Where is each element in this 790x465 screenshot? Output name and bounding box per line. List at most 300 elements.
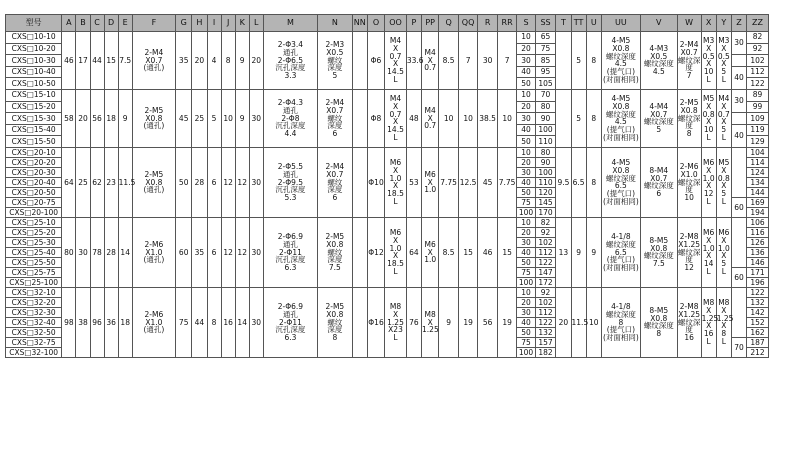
cell-a <box>62 217 76 287</box>
cell-model: CXS□25-10 <box>6 217 62 227</box>
cell-l-text: 30 <box>251 177 262 187</box>
cell-z <box>731 147 746 197</box>
cell-k-text: 9 <box>239 113 245 123</box>
cell-e-text: 7.5 <box>119 55 132 65</box>
header-cell-qq: QQ <box>458 15 478 32</box>
cell-x <box>701 287 719 357</box>
cell-qq <box>458 89 478 147</box>
cell-d <box>104 32 118 90</box>
cell-uu <box>601 217 640 287</box>
cell-oo-text: M4 X 0.7 X 14.5 L <box>387 35 404 85</box>
cell-model: CXS□32-10 <box>6 287 62 297</box>
cell-uu <box>601 32 640 90</box>
cell-b-text: 38 <box>78 317 88 327</box>
cell-zz: 102 <box>747 55 769 67</box>
cell-n-text: 2-M5 X0.8 螺纹 深度 8 <box>325 301 345 343</box>
header-cell-b: B <box>76 15 90 32</box>
cell-u-text: 8 <box>591 177 597 187</box>
cell-x <box>701 147 716 217</box>
cell-ss: 110 <box>535 177 556 187</box>
cell-f <box>132 217 175 287</box>
cell-l <box>249 89 263 147</box>
cell-o-text: Φ6 <box>370 55 382 65</box>
cell-ss: 70 <box>535 89 556 101</box>
cell-m-text: 2-Φ4.3 通孔 2-Φ8 沉孔深度 4.4 <box>275 97 306 139</box>
cell-x-text: M5 X 0.8 X 10 L <box>702 93 715 143</box>
cell-j <box>221 147 235 217</box>
cell-a-text: 46 <box>64 55 74 65</box>
cell-n-text: 2-M5 X0.8 螺纹 深度 7.5 <box>325 231 345 273</box>
cell-w-text: 2-M4 X0.7 螺纹深度 7 <box>677 39 701 81</box>
cell-w <box>677 89 701 147</box>
cell-model: CXS□20-40 <box>6 177 62 187</box>
cell-ss: 65 <box>535 32 556 44</box>
cell-a-text: 64 <box>64 177 74 187</box>
cell-model: CXS□15-10 <box>6 89 62 101</box>
cell-zz: 212 <box>747 347 769 357</box>
cell-u-text: 10 <box>589 317 599 327</box>
cell-ss: 92 <box>535 227 556 237</box>
cell-q-text: 7.75 <box>440 177 457 187</box>
cell-model: CXS□25-75 <box>6 267 62 277</box>
cell-qq-text: 12.5 <box>459 177 477 187</box>
cell-s: 10 <box>517 217 535 227</box>
cell-p <box>406 89 421 147</box>
cell-e-text: 18 <box>120 317 130 327</box>
cell-s: 20 <box>517 297 535 307</box>
cell-ss: 100 <box>535 124 556 136</box>
cell-zz: 187 <box>747 337 769 347</box>
cell-uu <box>601 287 640 357</box>
cell-nn <box>352 89 367 147</box>
cell-s: 30 <box>517 167 535 177</box>
cell-i <box>207 147 221 217</box>
cell-a <box>62 287 76 357</box>
cell-qq <box>458 287 478 357</box>
cell-z <box>731 287 746 337</box>
cell-model: CXS□10-10 <box>6 32 62 44</box>
cell-ss: 90 <box>535 157 556 167</box>
cell-zz: 99 <box>747 101 769 113</box>
cell-i-text: 4 <box>211 55 217 65</box>
header-cell-o: O <box>367 15 384 32</box>
cell-zz: 162 <box>747 327 769 337</box>
cell-pp-text: M4 X 0.7 <box>424 105 437 131</box>
cell-v-text: 8-M4 X0.7 螺纹深度 6 <box>643 165 674 199</box>
header-cell-t: T <box>556 15 571 32</box>
cell-rr-text: 19 <box>502 317 512 327</box>
cell-zz: 146 <box>747 257 769 267</box>
cell-y-text: M5 X 0.8 X 5 L <box>717 157 730 207</box>
cell-b <box>76 147 90 217</box>
cell-z <box>731 55 746 67</box>
cell-model: CXS□20-20 <box>6 157 62 167</box>
cell-i <box>207 32 221 90</box>
cell-nn <box>352 287 367 357</box>
cell-k <box>235 217 249 287</box>
cell-model: CXS□20-10 <box>6 147 62 157</box>
cell-tt <box>571 89 586 147</box>
cell-z: 30 <box>731 89 746 112</box>
cell-zz: 104 <box>747 147 769 157</box>
cell-n <box>318 32 353 90</box>
cell-oo-text: M8 X 1.25 X23 L <box>387 301 404 343</box>
cell-p-text: 33.6 <box>406 55 424 65</box>
cell-zz: 142 <box>747 307 769 317</box>
cell-a-text: 58 <box>64 113 74 123</box>
cell-x-text: M6 X 1.0 X 12 L <box>702 157 715 207</box>
cell-nn <box>352 32 367 90</box>
cell-model: CXS□32-100 <box>6 347 62 357</box>
header-cell-l: L <box>249 15 263 32</box>
cell-t <box>556 287 571 357</box>
cell-ss: 145 <box>535 197 556 207</box>
cell-pp <box>422 32 439 90</box>
cell-w-text: 2-M5 X0.8 螺纹深度 8 <box>677 97 701 139</box>
cell-k <box>235 147 249 217</box>
cell-pp-text: M8 X 1.25 <box>422 309 439 335</box>
cell-uu-text: 4-M5 X0.8 螺纹深度 6.5 (提气口) (对面相同) <box>602 157 639 207</box>
cell-k-text: 12 <box>237 247 247 257</box>
cell-ss: 120 <box>535 187 556 197</box>
cell-v <box>640 32 677 90</box>
cell-s: 50 <box>517 136 535 148</box>
cell-s: 20 <box>517 43 535 55</box>
cell-f <box>132 147 175 217</box>
cell-q <box>439 217 459 287</box>
cell-z: 60 <box>731 267 746 287</box>
cell-s: 50 <box>517 78 535 90</box>
cell-c <box>90 89 104 147</box>
cell-model: CXS□10-20 <box>6 43 62 55</box>
cell-model: CXS□32-75 <box>6 337 62 347</box>
cell-rr <box>497 147 517 217</box>
cell-model: CXS□32-40 <box>6 317 62 327</box>
header-cell-uu: UU <box>601 15 640 32</box>
cell-x-text: M6 X 1.0 X 14 L <box>702 227 715 277</box>
cell-oo-text: M4 X 0.7 X 14.5 L <box>387 93 404 143</box>
cell-model: CXS□25-50 <box>6 257 62 267</box>
cell-ss: 102 <box>535 237 556 247</box>
cell-f-text: 2-M5 X0.8 (通孔) <box>143 169 165 195</box>
cell-l <box>249 147 263 217</box>
cell-z: 30 <box>731 32 746 55</box>
cell-s: 20 <box>517 101 535 113</box>
cell-rr-text: 7.75 <box>498 177 516 187</box>
header-cell-p: P <box>406 15 421 32</box>
table-row <box>6 217 769 227</box>
cell-ss: 82 <box>535 217 556 227</box>
cell-g <box>176 32 192 90</box>
cell-q <box>439 287 459 357</box>
cell-z: 40 <box>731 66 746 89</box>
cell-d <box>104 89 118 147</box>
cell-c <box>90 32 104 90</box>
cell-f-text: 2-M6 X1.0 (通孔) <box>143 309 165 335</box>
cell-uu-text: 4-M5 X0.8 螺纹深度 4.5 (提气口) (对面相同) <box>602 93 639 143</box>
cell-f <box>132 89 175 147</box>
cell-y <box>716 217 731 287</box>
cell-l-text: 30 <box>251 247 262 257</box>
cell-zz: 194 <box>747 207 769 217</box>
cell-v <box>640 89 677 147</box>
cell-l <box>249 32 263 90</box>
header-cell-zz: ZZ <box>747 15 769 32</box>
cell-oo <box>385 147 407 217</box>
cell-d <box>104 287 118 357</box>
cell-a-text: 80 <box>64 247 74 257</box>
cell-ss: 132 <box>535 327 556 337</box>
cell-n <box>318 89 353 147</box>
cell-j <box>221 89 235 147</box>
cell-m <box>263 32 317 90</box>
cell-nn <box>352 147 367 217</box>
cell-uu <box>601 89 640 147</box>
cell-s: 100 <box>517 347 535 357</box>
cell-x-text: M3 X 0.5 X 10 L <box>702 35 715 85</box>
cell-ss: 92 <box>535 287 556 297</box>
cell-t <box>556 217 571 287</box>
header-cell-s: S <box>517 15 535 32</box>
header-cell-x: X <box>701 15 716 32</box>
header-cell-k: K <box>235 15 249 32</box>
header-cell-nn: NN <box>352 15 367 32</box>
cell-o <box>367 32 384 90</box>
header-cell-e: E <box>118 15 132 32</box>
cell-y-text: M6 X 1.0 X 5 L <box>717 227 730 277</box>
cell-s: 20 <box>517 227 535 237</box>
table-row <box>6 287 769 297</box>
header-cell-oo: OO <box>385 15 407 32</box>
cell-s: 75 <box>517 337 535 347</box>
cell-zz: 106 <box>747 217 769 227</box>
cell-g-text: 35 <box>178 55 189 65</box>
cell-r <box>478 217 498 287</box>
cell-m-text: 2-Φ6.9 通孔 2-Φ11 沉孔深度 6.3 <box>275 301 306 343</box>
cell-k <box>235 287 249 357</box>
cell-x <box>701 89 716 147</box>
cell-d-text: 23 <box>106 177 116 187</box>
cell-k-text: 14 <box>237 317 247 327</box>
cell-oo <box>385 32 407 90</box>
cell-r <box>478 89 498 147</box>
cell-model: CXS□20-50 <box>6 187 62 197</box>
cell-zz: 112 <box>747 66 769 78</box>
cell-e-text: 9 <box>122 113 128 123</box>
cell-j-text: 16 <box>223 317 233 327</box>
cell-u-text: 8 <box>591 113 597 123</box>
cell-f <box>132 287 175 357</box>
cell-w <box>677 287 701 357</box>
cell-u-text: 9 <box>591 247 597 257</box>
cell-w-text: 2-M6 X1.0 螺纹深度 10 <box>677 161 701 203</box>
cell-j-text: 12 <box>223 247 233 257</box>
cell-b-text: 20 <box>78 113 88 123</box>
cell-s: 100 <box>517 277 535 287</box>
cell-w <box>677 32 701 90</box>
cell-h-text: 44 <box>194 317 205 327</box>
cell-oo <box>385 287 407 357</box>
cell-tt-text: 5 <box>576 55 581 65</box>
cell-q <box>439 89 459 147</box>
cell-s: 40 <box>517 247 535 257</box>
cell-h <box>192 89 207 147</box>
cell-ss: 105 <box>535 78 556 90</box>
cell-d-text: 15 <box>106 55 116 65</box>
cell-m-text: 2-Φ6.9 通孔 2-Φ11 沉孔深度 6.3 <box>275 231 306 273</box>
cell-tt-text: 11.5 <box>571 317 589 327</box>
cell-o-text: Φ10 <box>368 177 384 187</box>
cell-ss: 182 <box>535 347 556 357</box>
cell-o-text: Φ8 <box>370 113 382 123</box>
cell-n-text: 2-M4 X0.7 螺纹 深度 6 <box>325 161 345 203</box>
cell-s: 30 <box>517 307 535 317</box>
header-cell-v: V <box>640 15 677 32</box>
cell-uu-text: 4-M5 X0.8 螺纹深度 4.5 (提气口) (对面相同) <box>602 35 639 85</box>
cell-model: CXS□32-20 <box>6 297 62 307</box>
cell-s: 40 <box>517 317 535 327</box>
header-cell-z: Z <box>731 15 746 32</box>
cell-nn <box>352 217 367 287</box>
cell-zz: 92 <box>747 43 769 55</box>
cell-ss: 110 <box>535 136 556 148</box>
cell-f <box>132 32 175 90</box>
cell-w <box>677 217 701 287</box>
cell-b <box>76 287 90 357</box>
cell-n <box>318 217 353 287</box>
cell-m <box>263 147 317 217</box>
cell-ss: 122 <box>535 317 556 327</box>
cell-e-text: 14 <box>120 247 130 257</box>
cell-c-text: 96 <box>92 317 102 327</box>
table-row <box>6 89 769 101</box>
cell-pp <box>422 287 439 357</box>
cell-j-text: 10 <box>223 113 233 123</box>
cell-r-text: 30 <box>482 55 493 65</box>
cell-g <box>176 147 192 217</box>
cell-p-text: 53 <box>409 177 419 187</box>
cell-ss: 102 <box>535 297 556 307</box>
cell-s: 30 <box>517 237 535 247</box>
cell-zz: 171 <box>747 267 769 277</box>
cell-h <box>192 287 207 357</box>
cell-d <box>104 147 118 217</box>
cell-tt-text: 9 <box>576 247 581 257</box>
cell-p <box>406 147 421 217</box>
cell-oo-text: M6 X 1.0 X 18.5 L <box>387 227 404 277</box>
cell-h <box>192 32 207 90</box>
cell-h-text: 20 <box>194 55 205 65</box>
cell-m <box>263 287 317 357</box>
cell-q-text: 8.5 <box>442 247 455 257</box>
cell-model: CXS□25-20 <box>6 227 62 237</box>
cell-n-text: 2-M4 X0.7 螺纹 深度 6 <box>325 97 345 139</box>
cell-l-text: 20 <box>251 55 262 65</box>
header-cell-d: D <box>104 15 118 32</box>
cell-x <box>701 32 716 90</box>
cell-v <box>640 287 677 357</box>
header-cell-q: Q <box>439 15 459 32</box>
cell-l <box>249 287 263 357</box>
cell-qq <box>458 32 478 90</box>
cell-o-text: Φ12 <box>368 247 384 257</box>
cell-b-text: 30 <box>78 247 88 257</box>
header-cell-ss: SS <box>535 15 556 32</box>
cell-r-text: 46 <box>482 247 493 257</box>
cell-c-text: 62 <box>92 177 102 187</box>
header-cell-rr: RR <box>497 15 517 32</box>
cell-s: 10 <box>517 287 535 297</box>
cell-g-text: 50 <box>178 177 189 187</box>
cell-oo <box>385 217 407 287</box>
cell-r <box>478 32 498 90</box>
header-cell-r: R <box>478 15 498 32</box>
cell-zz: 196 <box>747 277 769 287</box>
cell-g-text: 45 <box>178 113 189 123</box>
header-cell-f: F <box>132 15 175 32</box>
cell-y <box>716 287 734 357</box>
cell-i <box>207 89 221 147</box>
cell-model: CXS□15-50 <box>6 136 62 148</box>
cell-k <box>235 89 249 147</box>
cell-ss: 112 <box>535 247 556 257</box>
cell-g <box>176 89 192 147</box>
cell-ss: 90 <box>535 113 556 125</box>
cell-u <box>586 287 601 357</box>
table-row <box>6 147 769 157</box>
cell-h-text: 35 <box>194 247 205 257</box>
header-cell-i: I <box>207 15 221 32</box>
cell-h-text: 25 <box>194 113 205 123</box>
cell-zz: 169 <box>747 197 769 207</box>
cell-z: 40 <box>731 124 746 147</box>
cell-d-text: 18 <box>106 113 116 123</box>
cell-e <box>118 32 132 90</box>
cell-qq <box>458 147 478 217</box>
cell-model: CXS□20-30 <box>6 167 62 177</box>
cell-l-text: 30 <box>251 317 262 327</box>
cell-i-text: 6 <box>211 177 217 187</box>
cell-ss: 147 <box>535 267 556 277</box>
cell-n-text: 2-M3 X0.5 螺纹 深度 5 <box>325 39 345 81</box>
cell-t <box>556 32 571 90</box>
cell-h <box>192 147 207 217</box>
cell-t-text: 9.5 <box>557 177 570 187</box>
cell-q-text: 9 <box>446 317 451 327</box>
cell-p-text: 48 <box>409 113 419 123</box>
cell-ss: 95 <box>535 66 556 78</box>
cell-s: 40 <box>517 66 535 78</box>
cell-r-text: 45 <box>482 177 493 187</box>
cell-j <box>221 287 235 357</box>
cell-d-text: 36 <box>106 317 116 327</box>
cell-ss: 100 <box>535 167 556 177</box>
cell-b <box>76 217 90 287</box>
cell-s: 10 <box>517 89 535 101</box>
cell-rr-text: 15 <box>502 247 512 257</box>
cell-s: 30 <box>517 113 535 125</box>
cell-zz: 126 <box>747 237 769 247</box>
table-row <box>6 32 769 44</box>
dimension-table <box>5 14 769 358</box>
cell-p <box>406 32 424 90</box>
cell-s: 75 <box>517 267 535 277</box>
cell-model: CXS□25-30 <box>6 237 62 247</box>
cell-b-text: 25 <box>78 177 88 187</box>
cell-ss: 85 <box>535 55 556 67</box>
cell-k-text: 12 <box>237 177 247 187</box>
cell-c <box>90 287 104 357</box>
